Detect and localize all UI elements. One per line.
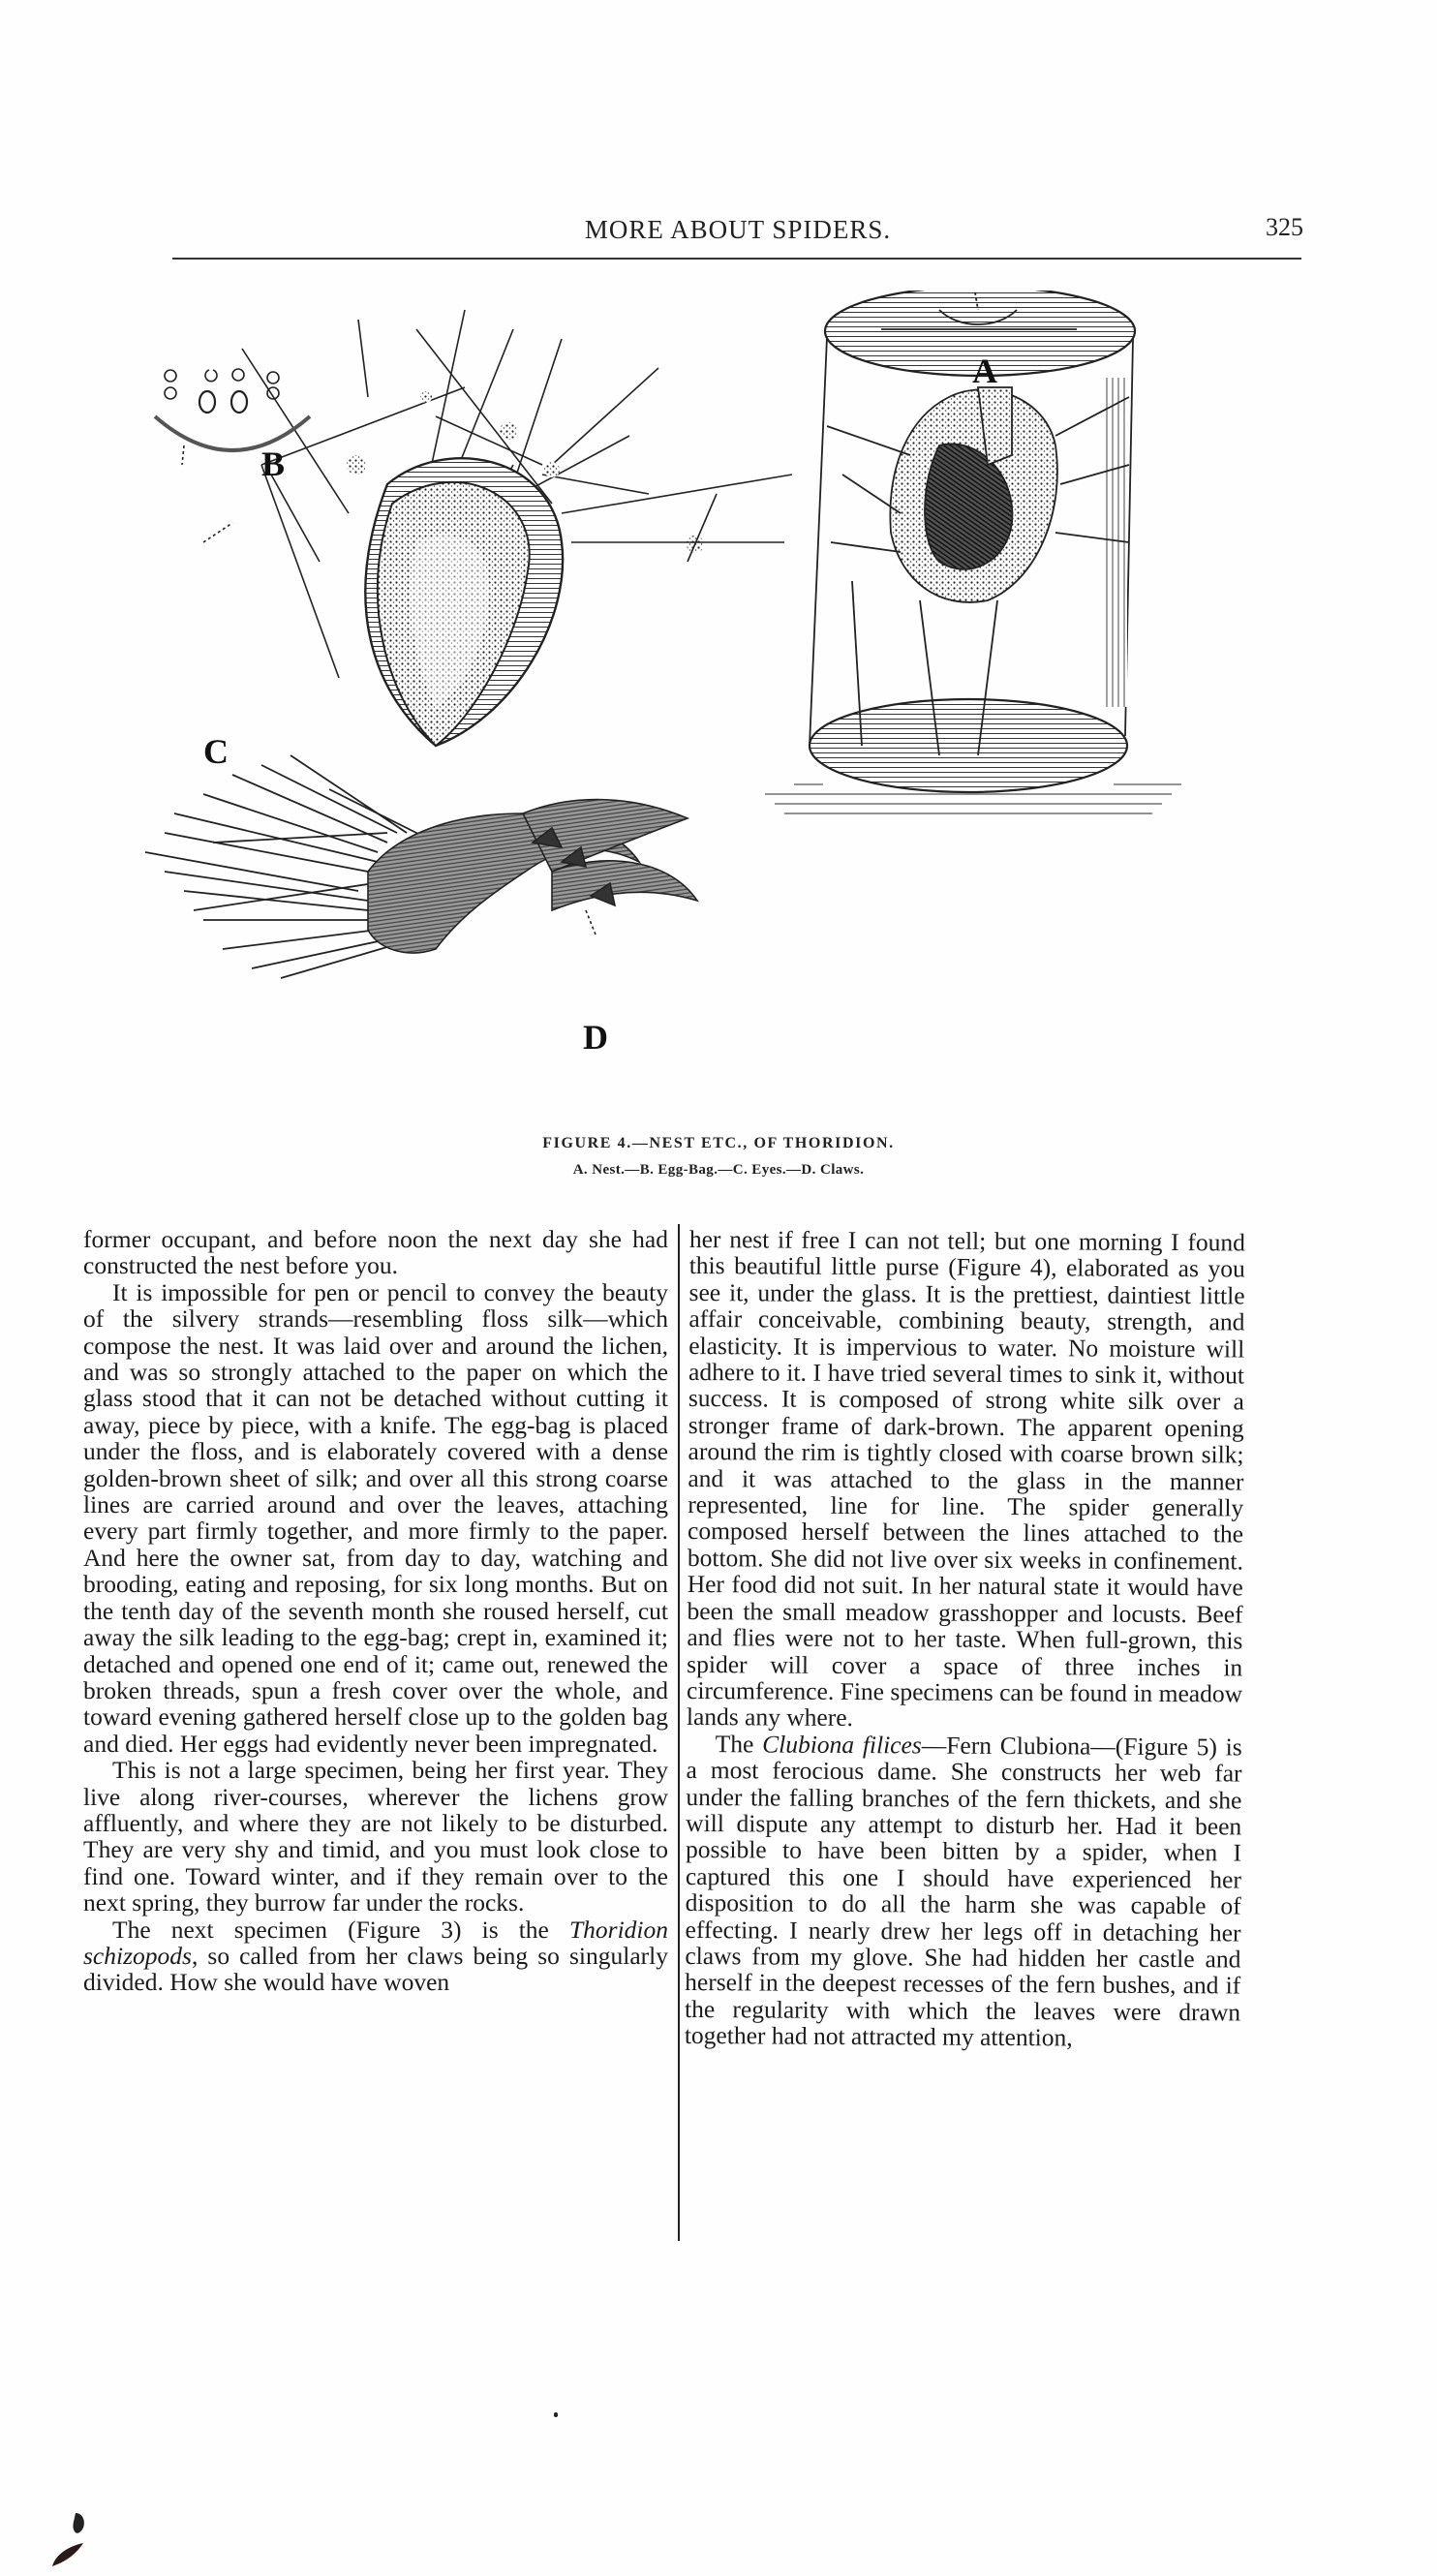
figure-caption (290, 1135, 1147, 1179)
figure-label-d: D (583, 1018, 608, 1057)
paragraph (685, 1731, 1242, 2052)
page-number: 325 (1266, 213, 1303, 241)
figure-label-a: A (972, 352, 997, 390)
species-name: Thoridion schizopods (83, 1915, 668, 1970)
left-column (83, 1226, 668, 1996)
ink-speck (554, 2412, 558, 2417)
running-title: MORE ABOUT SPIDERS. (584, 215, 892, 244)
paragraph: This is not a large specimen, being her first year. They live along river-courses, wherever the lichens grow affluently, and where they are not likely to be disturbed. They are very shy and timid, and you must look close to find one. Toward winter, and if they remain over to the next spring, they burrow far under the rocks. (83, 1756, 668, 1917)
text-run: —Fern Clubiona—(Figure 5) is a most ferocious dame. She constructs her web far under the falling branches of the fern thickets, and she will dispute any attempt to disturb her. Had it been possible to have been bitten by a spider, when I captured this one I should have experienced her disposition to do all the harm she was capable of effecting. I nearly drew her legs off in detaching her claws from my glove. She had hidden her castle and herself in the deepest recesses of the fern bushes, and if the regularity with which the leaves were drawn together had not attracted my attention, (684, 1731, 1242, 2052)
figure-label-c: C (203, 732, 229, 771)
running-head (172, 211, 1303, 250)
text-run: The (715, 1729, 763, 1759)
paragraph (83, 1917, 668, 1996)
text-run: The next specimen (Figure 3) is the (112, 1915, 569, 1944)
species-name: Clubiona filices (762, 1730, 922, 1760)
right-column (685, 1226, 1245, 2052)
text-run: , so called from her claws being so singularly divided. How she would have woven (83, 1941, 668, 1997)
column-rule (678, 1224, 680, 2241)
caption-legend: A. Nest.—B. Egg-Bag.—C. Eyes.—D. Claws. (572, 1162, 865, 1178)
egg-bag-drawing (203, 310, 792, 746)
claw-drawing (145, 755, 697, 978)
header-rule (172, 258, 1301, 260)
paragraph: former occupant, and before noon the next day she had constructed the nest before you. (83, 1225, 668, 1280)
paragraph: her nest if free I can not tell; but one morning I found this beautiful little purse (Figure 4), elaborated as you see it, under the glass. It is the prettiest, daintiest little affair conceivable, combining beauty, strength, and elasticity. It is impervious to water. No moisture will adhere to it. I have tried several times to sink it, without success. It is composed of strong white silk over a stronger frame of dark-brown. The apparent opening around the rim is tightly closed with coarse brown silk; and it was attached to the glass in the manner represented, line for line. The spider generally composed herself between the lines attached to the bottom. She did not live over six weeks in confinement. Her food did not suit. In her natural state it would have been the small meadow grasshopper and locusts. Beef and flies were not to her taste. When full-grown, this spider will cover a space of three inches in circumference. Fine specimens can be found in meadow lands any where. (686, 1225, 1245, 1733)
caption-title: FIGURE 4.—NEST ETC., OF THORIDION. (542, 1135, 895, 1151)
paragraph: It is impossible for pen or pencil to convey the beauty of the silvery strands—resembling floss silk—which compose the nest. It was laid over and around the lichen, and was so strongly attached to the paper on which the glass stood that it can not be detached without cutting it away, piece by piece, with a knife. The egg-bag is placed under the floss, and is elaborately covered with a dense golden-brown sheet of silk; and over all this strong coarse lines are carried around and over the leaves, attaching every part firmly together, and more firmly to the paper. And here the owner sat, from day to day, watching and brooding, eating and reposing, for six long months. But on the tenth day of the seventh month she roused herself, cut away the silk leading to the egg-bag; crept in, examined it; detached and opened one end of it; came out, renewed the broken threads, spun a fresh cover over the whole, and toward evening gathered herself close up to the golden bag and died. Her eggs had evidently never been impregnated. (83, 1277, 668, 1758)
figure-label-b: B (261, 445, 286, 483)
figure-4-illustration (145, 291, 1259, 1123)
engraving (145, 291, 1259, 1123)
ink-blot (46, 2508, 95, 2576)
